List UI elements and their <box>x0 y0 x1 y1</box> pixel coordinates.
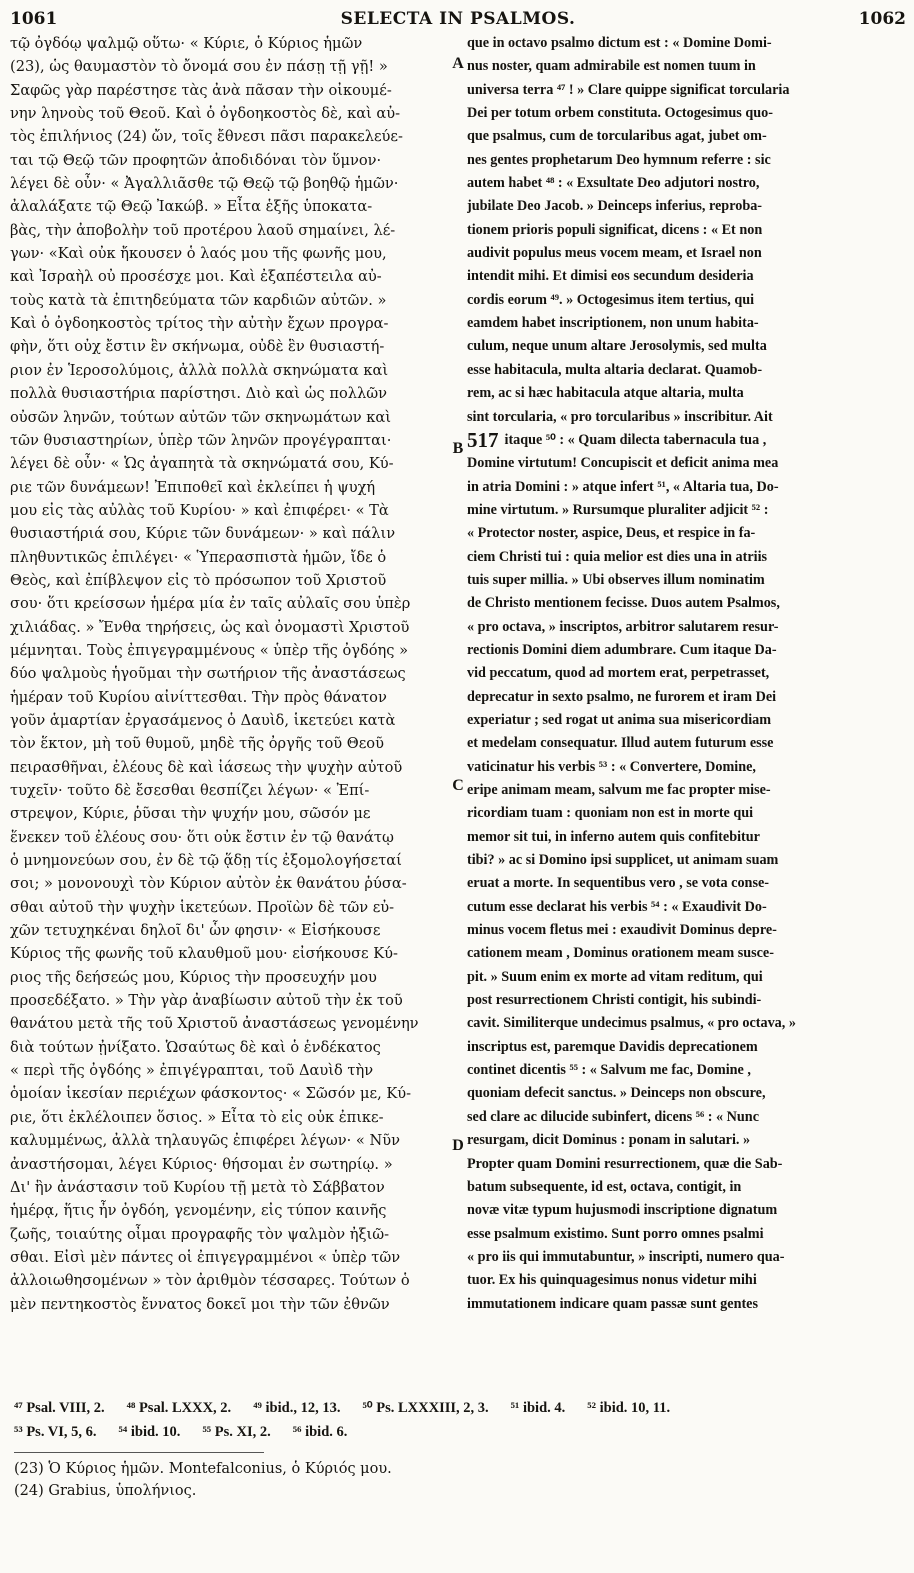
text-line: rectionis Domini diem adumbrare. Cum itaque Da- <box>467 641 777 658</box>
footnote: ⁵⁵ Ps. XI, 2. <box>202 1424 271 1440</box>
text-line: mine virtutum. » Rursumque pluraliter adjicit ⁵² : <box>467 501 769 518</box>
text-line: que in octavo psalmo dictum est : « Domine Domi- <box>467 35 772 51</box>
text-line: pit. » Suum enim ex morte ad vitam reditum, qui <box>467 968 763 985</box>
text-line: experiatur ; sed rogat ut anima sua misericordiam <box>467 711 772 728</box>
footnotes <box>14 1396 902 1444</box>
text-line: Κύριος τῆς φωνῆς τοῦ κλαυθμοῦ μου· εἰσήκουσε Κύ- <box>10 945 398 963</box>
text-line: ciem Christi tui : quia melior est dies una in atriis <box>467 548 768 565</box>
text-line: τὸς ἐπιλήνιος (24) ὤν, τοῖς ἔθνεσι πᾶσι παρακελεύε- <box>10 128 403 146</box>
footnote-line-2 <box>14 1420 902 1444</box>
text-line: cavit. Similiterque undecimus psalmus, « pro octava, » <box>467 1015 796 1032</box>
text-line: deprecatur in sexto psalmo, ne furorem et iram Dei <box>467 688 777 705</box>
text-line: τῷ ὀγδόῳ ψαλμῷ οὕτω· « Κύριε, ὁ Κύριος ἡμῶν <box>10 35 363 52</box>
text-line: culum, neque unum altare Jerosolymis, sed multa <box>467 338 767 355</box>
text-line: et medelam consequatur. Illud autem futurum esse <box>467 735 774 752</box>
text-line: cationem meam , Dominus orationem meam susce- <box>467 945 774 962</box>
text-line <box>467 429 904 452</box>
text-line: ricordiam tuam : quoniam non est in morte qui <box>467 805 754 822</box>
text-line: « περὶ τῆς ὀγδόης » ἐπιγέγραπται, τοῦ Δαυὶδ τὴν <box>10 1062 374 1080</box>
text-line: eripe animam meam, salvum me fac propter mise- <box>467 782 771 798</box>
editorial-notes <box>14 1458 392 1502</box>
text-line: immutationem indicare quam passæ sunt gentes <box>467 1295 758 1312</box>
text-line: universa terra ⁴⁷ ! » Clare quippe significat torcularia <box>467 81 790 98</box>
text-line: minus vocem fletus mei : exaudivit Dominus depre- <box>467 922 777 939</box>
text-line: tibi? » ac si Domino ipsi supplicet, ut animam suam <box>467 852 779 869</box>
text-line: σθαι αὐτοῦ τὴν ψυχὴν ἱκετεύων. Προϊὼν δὲ τῶν εὐ- <box>10 898 395 916</box>
text-line: τῶν θυσιαστηρίων, ὑπὲρ τῶν ληνῶν προγέγραπται· <box>10 431 392 449</box>
text-line: jubilate Deo Jacob. » Deinceps inferius, reproba- <box>467 198 763 215</box>
text-line: ὁ μνημονεύων σου, ἐν δὲ τῷ ᾅδῃ τίς ἐξομολογήσεταί <box>10 852 402 870</box>
text-line: μὲν πεντηκοστὸς ἔννατος δοκεῖ μοι τὴν τῶν ἐθνῶν <box>10 1295 390 1313</box>
text-line: nes gentes prophetarum Deo hymnum referre : sic <box>467 151 771 168</box>
text-line: πληθυντικῶς ἐπιλέγει· « Ὑπερασπιστὰ ἡμῶν, ἴδε ὁ <box>10 548 387 566</box>
footnote: ⁵³ Ps. VI, 5, 6. <box>14 1424 97 1440</box>
text-line: vaticinatur his verbis ⁵³ : « Convertere, Domine, <box>467 758 756 775</box>
latin-column <box>467 32 904 1392</box>
text-line: de Christo mentionem fecisse. Duos autem Psalmos, <box>467 595 780 612</box>
text-line: διὰ τούτων ᾐνίξατο. Ὡσαύτως δὲ καὶ ὁ ἑνδέκατος <box>10 1038 381 1056</box>
text-line: vid peccatum, quod ad mortem erat, perpetrasset, <box>467 665 770 682</box>
text-line: tuor. Ex his quinquagesimus nonus videtur mihi <box>467 1272 757 1289</box>
line-text: itaque ⁵⁰ : « Quam dilecta tabernacula tua , <box>504 431 767 448</box>
text-line: λέγει δὲ οὖν· « Ἀγαλλιᾶσθε τῷ Θεῷ τῷ βοηθῷ ἡμῶν· <box>10 175 399 193</box>
margin-letter-b: B <box>452 440 464 457</box>
text-line: σου· ὅτι κρείσσων ἡμέρα μία ἐν ταῖς αὐλαῖς σου ὑπὲρ <box>10 595 411 613</box>
footnote-line-1 <box>14 1396 902 1420</box>
greek-column <box>10 32 450 1392</box>
text-line: ριε τῶν δυνάμεων! Ἐπιποθεῖ καὶ ἐκλείπει ἡ ψυχή <box>10 478 376 496</box>
text-line: que psalmus, cum de torcularibus agat, jubet om- <box>467 128 767 145</box>
text-line: Domine virtutum! Concupiscit et deficit anima mea <box>467 455 779 472</box>
text-line: τυχεῖν· τοῦτο δὲ ἔσεσθαι θεσπίζει λέγων· « Ἐπί- <box>10 782 370 799</box>
margin-letter-c: C <box>452 777 464 794</box>
running-title: SELECTA IN PSALMOS. <box>340 9 576 29</box>
text-line: χιλιάδας. » Ἔνθα τηρήσεις, ὡς καὶ ὀνομαστὶ Χριστοῦ <box>10 618 410 636</box>
text-line: θυσιαστήριά σου, Κύριε τῶν δυνάμεων· » καὶ πάλιν <box>10 525 396 543</box>
text-line: γων· «Καὶ οὐκ ἤκουσεν ὁ λαός μου τῆς φωνῆς μου, <box>10 245 387 263</box>
text-line: σοι; » μονονουχὶ τὸν Κύριον αὐτὸν ἐκ θανάτου ῥύσα- <box>10 875 407 893</box>
text-line: γοῦν ἁμαρτίαν ἐργασάμενος ὁ Δαυὶδ, ἱκετεύει κατὰ <box>10 711 396 729</box>
text-line: Καὶ ὁ ὀγδοηκοστὸς τρίτος τὴν αὐτὴν ἔχων προγρα- <box>10 315 389 333</box>
text-line: φὴν, ὅτι οὐχ ἔστιν ἓν σκήνωμα, οὐδὲ ἓν θυσιαστή- <box>10 338 385 356</box>
text-line: οὐσῶν ληνῶν, τούτων αὐτῶν τῶν σκηνωμάτων καὶ <box>10 408 391 426</box>
text-line: inscriptus est, paremque Davidis deprecationem <box>467 1038 758 1055</box>
text-line: σθαι. Εἰσὶ μὲν πάντες οἱ ἐπιγεγραμμένοι « ὑπὲρ τῶν <box>10 1248 401 1266</box>
text-line: δύο ψαλμοὺς ἡγοῦμαι τὴν σωτήριον τῆς ἀναστάσεως <box>10 665 406 683</box>
text-line: ριε, ὅτι ἐκλέλοιπεν ὅσιος. » Εἶτα τὸ εἰς οὐκ ἐπικε- <box>10 1108 384 1126</box>
text-line: Dei per totum orbem constituta. Octogesimus quo- <box>467 105 773 122</box>
text-line: προσεδέξατο. » Τὴν γὰρ ἀναβίωσιν αὐτοῦ τὴν ἐκ τοῦ <box>10 992 403 1010</box>
text-line: cordis eorum ⁴⁹. » Octogesimus item tertius, qui <box>467 291 755 308</box>
text-line: nus noster, quam admirabile est nomen tuum in <box>467 58 756 75</box>
text-line: πειρασθῆναι, ἐλέους δὲ καὶ ἰάσεως τὴν ψυχὴν αὐτοῦ <box>10 758 403 776</box>
text-line: ἕνεκεν τοῦ ἐλέους σου· ὅτι οὐκ ἔστιν ἐν τῷ θανάτῳ <box>10 828 394 846</box>
text-line: intendit mihi. Et dimisi eos secundum desideria <box>467 268 754 285</box>
text-line: esse habitacula, multa altaria declarat. Quamob- <box>467 361 763 378</box>
text-line: Propter quam Domini resurrectionem, quæ die Sab- <box>467 1155 783 1172</box>
text-line: ριον ἐν Ἱεροσολύμοις, ἀλλὰ πολλὰ σκηνώματα καὶ <box>10 361 389 379</box>
footnote: ⁴⁹ ibid., 12, 13. <box>253 1400 341 1416</box>
text-line: ἀναστήσομαι, λέγει Κύριος· θήσομαι ἐν σωτηρίῳ. » <box>10 1155 393 1173</box>
right-page-number: 1062 <box>858 9 906 29</box>
text-line: « Protector noster, aspice, Deus, et respice in fa- <box>467 525 756 542</box>
footnote: ⁵¹ ibid. 4. <box>510 1400 566 1416</box>
text-line: ται τῷ Θεῷ τῶν προφητῶν ἀποδιδόναι τὸν ὕμνον· <box>10 151 382 169</box>
footnote: ⁵⁰ Ps. LXXXIII, 2, 3. <box>362 1400 489 1416</box>
text-line: θανάτου μετὰ τῆς τοῦ Χριστοῦ ἀναστάσεως γενομένην <box>10 1015 419 1033</box>
text-line: resurgam, dicit Dominus : ponam in salutari. » <box>467 1132 751 1149</box>
text-line: (23), ὡς θαυμαστὸν τὸ ὄνομά σου ἐν πάσῃ τῇ γῇ! » <box>10 58 388 76</box>
footnote: ⁵⁴ ibid. 10. <box>118 1424 181 1440</box>
text-line: τὸν ἕκτον, μὴ τοῦ θυμοῦ, μηδὲ τῆς ὀργῆς τοῦ Θεοῦ <box>10 735 384 753</box>
left-page-number: 1061 <box>10 9 58 29</box>
text-line: eruat a morte. In sequentibus vero , se vota conse- <box>467 875 769 892</box>
text-line: autem habet ⁴⁸ : « Exsultate Deo adjutori nostro, <box>467 175 760 192</box>
text-line: καλυμμένως, ἀλλὰ τηλαυγῶς ἐπιφέρει λέγων· « Νῦν <box>10 1132 401 1150</box>
text-line: χῶν τετυχηκέναι δηλοῖ δι' ὧν φησιν· « Εἰσήκουσε <box>10 922 381 940</box>
editorial-note: (24) Grabius, ὑπολήνιος. <box>14 1483 197 1499</box>
margin-letter-a: A <box>452 55 464 72</box>
running-header <box>10 8 906 30</box>
column-number: 517 <box>467 428 499 452</box>
text-line: στρεψον, Κύριε, ῥῦσαι τὴν ψυχήν μου, σῶσόν με <box>10 805 371 823</box>
footnote: ⁵² ibid. 10, 11. <box>587 1400 671 1416</box>
text-line: μου εἰς τὰς αὐλὰς τοῦ Κυρίου· » καὶ ἐπιφέρει· « Τὰ <box>10 501 389 519</box>
text-line: Θεὸς, καὶ ἐπίβλεψον εἰς τὸ πρόσωπον τοῦ Χριστοῦ <box>10 571 387 589</box>
text-line: ἀλαλάξατε τῷ Θεῷ Ἰακώβ. » Εἶτα ἑξῆς ὑποκατα- <box>10 198 373 216</box>
text-line: ριος τῆς δεήσεώς μου, Κύριος τὴν προσευχήν μου <box>10 968 377 986</box>
text-line: sed clare ac dilucide subinfert, dicens ⁵⁶ : « Nunc <box>467 1108 759 1125</box>
text-line: τοὺς κατὰ τὰ ἐπιτηδεύματα τῶν καρδιῶν αὐτῶν. » <box>10 291 387 309</box>
text-line: Σαφῶς γὰρ παρέστησε τὰς ἀνὰ πᾶσαν τὴν οἰκουμέ- <box>10 81 392 99</box>
text-line: ὁμοίαν ἱκεσίαν περιέχων φάσκοντος· « Σῶσόν με, Κύ- <box>10 1085 412 1103</box>
text-line: memor sit tui, in inferno autem quis confitebitur <box>467 828 760 845</box>
text-line: ἀλλοιωθησομένων » τὸν ἀριθμὸν τέσσαρες. Τούτων ὁ <box>10 1272 410 1290</box>
text-line: sint torcularia, « pro torcularibus » inscribitur. Ait <box>467 408 773 425</box>
text-line: tionem prioris populi significat, dicens : « Et non <box>467 221 763 238</box>
text-line: audivit populus meus vocem meam, et Israel non <box>467 245 762 262</box>
text-line: ἡμέραν τοῦ Κυρίου αἰνίττεσθαι. Τὴν πρὸς θάνατον <box>10 688 387 706</box>
text-line: quoniam defecit sanctus. » Deinceps non obscure, <box>467 1085 766 1102</box>
footnote: ⁴⁷ Psal. VIII, 2. <box>14 1400 105 1416</box>
text-line: Δι' ἣν ἀνάστασιν τοῦ Κυρίου τῇ μετὰ τὸ Σάββατον <box>10 1178 385 1196</box>
text-line: continet dicentis ⁵⁵ : « Salvum me fac, Domine , <box>467 1062 751 1079</box>
text-line: esse psalmum existimo. Sunt porro omnes psalmi <box>467 1225 764 1242</box>
text-line: ἡμέρᾳ, ἥτις ἦν ὀγδόη, γενομένην, εἰς τύπον καινῆς <box>10 1202 387 1220</box>
text-line: batum subsequente, id est, octava, contigit, in <box>467 1178 742 1195</box>
text-line: in atria Domini : » atque infert ⁵¹, « Altaria tua, Do- <box>467 478 779 495</box>
text-line: novæ vitæ typum hujusmodi inscriptione dignatum <box>467 1202 778 1219</box>
text-line: καὶ Ἰσραὴλ οὐ προσέσχε μοι. Καὶ ἐξαπέστειλα αὐ- <box>10 268 382 286</box>
text-line: πολλὰ θυσιαστήρια παρίστησι. Διὸ καὶ ὡς πολλῶν <box>10 385 388 403</box>
text-line: « pro iis qui immutabuntur, » inscripti, numero qua- <box>467 1248 785 1265</box>
text-line: rem, ac si hæc habitacula atque altaria, multa <box>467 385 744 402</box>
text-line: λέγει δὲ οὖν· « Ὡς ἀγαπητὰ τὰ σκηνώματά σου, Κύ- <box>10 455 394 473</box>
text-line: tuis super millia. » Ubi observes illum nominatim <box>467 571 765 588</box>
footnote: ⁴⁸ Psal. LXXX, 2. <box>126 1400 232 1416</box>
text-line: ζωῆς, τοιαύτης οἶμαι προγραφῆς τὸν ψαλμὸν ἠξιῶ- <box>10 1225 390 1243</box>
text-line: βὰς, τὴν ἀποβολὴν τοῦ προτέρου λαοῦ σημαίνει, λέ- <box>10 221 396 239</box>
editorial-note: (23) Ὁ Κύριος ἡμῶν. Montefalconius, ὁ Κύριός μου. <box>14 1461 392 1477</box>
text-line: « pro octava, » inscriptos, arbitror salutarem resur- <box>467 618 779 635</box>
text-line: eamdem habet inscriptionem, non unum habita- <box>467 315 759 332</box>
margin-letter-d: D <box>452 1137 464 1154</box>
text-line: μέμνηται. Τοὺς ἐπιγεγραμμένους « ὑπὲρ τῆς ὀγδόης » <box>10 641 409 659</box>
divider <box>14 1452 264 1453</box>
text-line: νην ληνοὺς τοῦ Θεοῦ. Καὶ ὁ ὀγδοηκοστὸς δὲ, καὶ αὐ- <box>10 105 401 123</box>
footnote: ⁵⁶ ibid. 6. <box>292 1424 348 1440</box>
text-line: cutum esse declarat his verbis ⁵⁴ : « Exaudivit Do- <box>467 898 767 915</box>
text-line: post resurrectionem Christi contigit, his subindi- <box>467 992 762 1009</box>
